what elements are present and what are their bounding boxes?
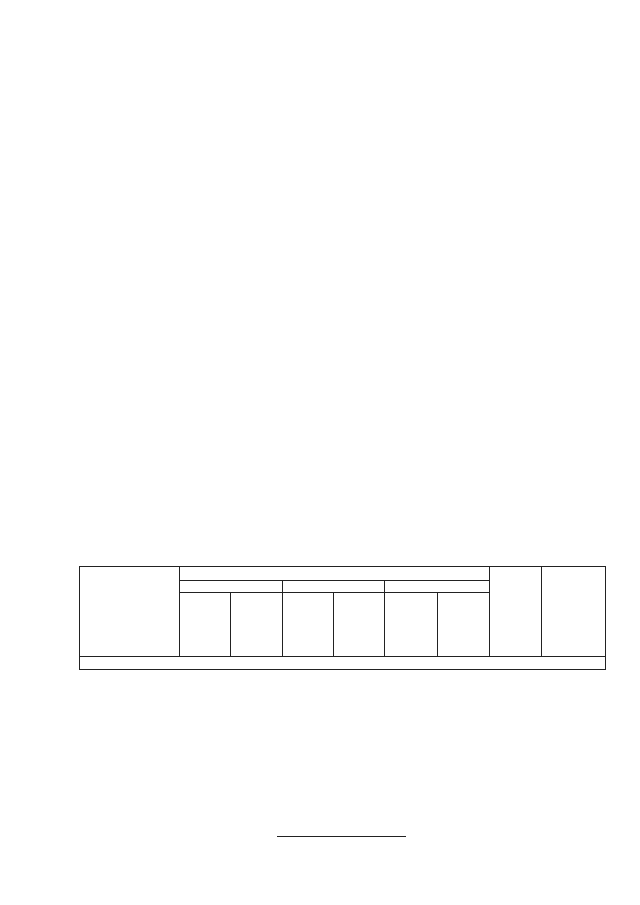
section-label: [80, 657, 606, 670]
results-table: [79, 566, 606, 670]
name-column-header: [80, 567, 180, 657]
group-header-more: [385, 581, 490, 593]
total-column-header: [490, 567, 542, 657]
group-header-p2: [283, 581, 385, 593]
rating-column-header: [542, 567, 606, 657]
footer-divider: [277, 836, 406, 837]
values-header: [180, 567, 490, 581]
group-header-p1: [180, 581, 283, 593]
